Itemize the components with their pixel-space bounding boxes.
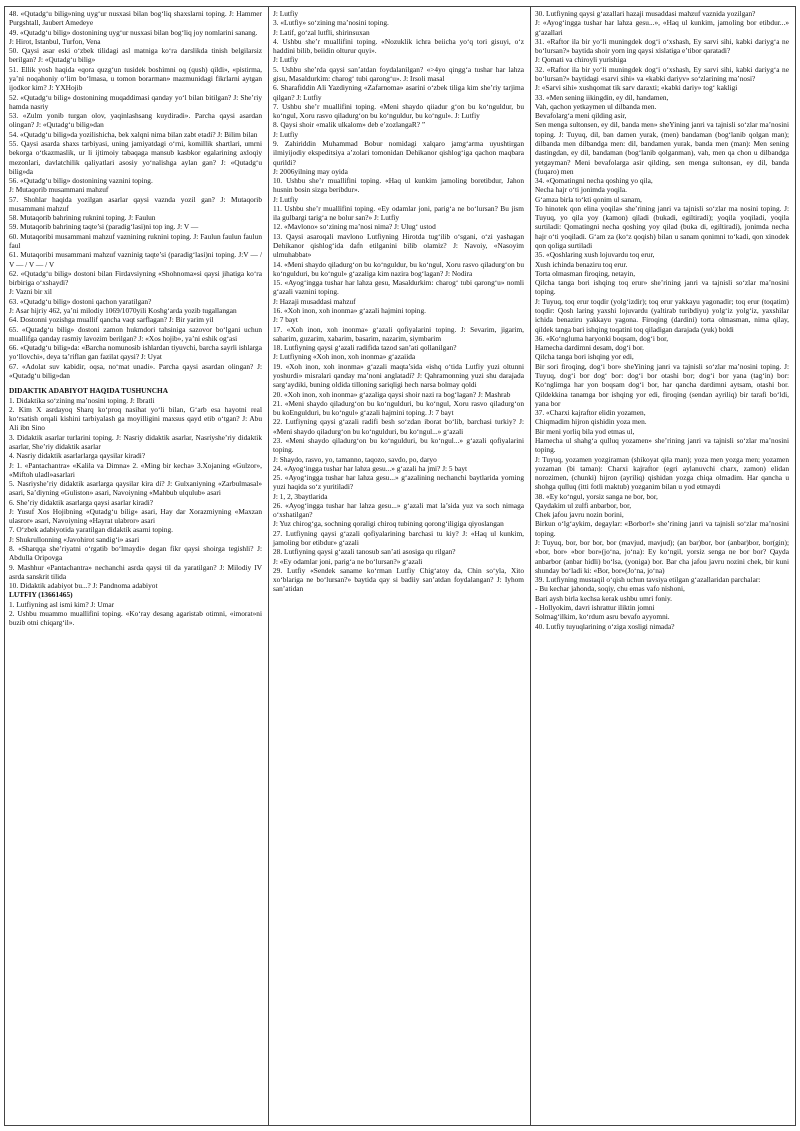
question-paragraph: J: Yuz chirog‘ga, sochning qoraligi chiroq tubining qorong‘iligiga qiyoslangan [273, 519, 504, 529]
question-paragraph: 5. Ushbu she’rda qaysi san’atdan foydalanilgan? «>4yo qingg‘a tushar har lahza gisu, Masaldurkim: charog‘ tubi qarong‘u». J: Irsoli masal [273, 64, 524, 83]
text-column-2 [268, 7, 530, 1125]
question-paragraph: J: Tuyuq, toq erur toqdir (yolg‘izdir); toq erur yakkayu yagonadir; toq erur (toqatim) toqdir: Qosh laring yaxshi lojuvardu (yaltirab turibdiyu) yolg‘iz yolg‘iz, yaxshilar ichida benaziru yakkayu yagona. Firoqing (dardini) torta olmasman, nima qilay, qildek tanga bari ishqing toqatini toq qiladigan darajada (yuk) boldi [535, 296, 789, 334]
question-paragraph: 5. Nasriyshe’riy didaktik asarlarga qaysilar kira di? J: Gulxaniyning «Zarbulmasal» asari, Sa’diyning «Guliston» asari, Navoiyning «Mahbub ulqulub» asari [9, 479, 262, 498]
question-paragraph: 34. «Qomatingni necha qoshing yo qila, [535, 176, 653, 186]
question-paragraph: J: Mutaqorib musammani mahzuf [9, 185, 109, 195]
question-paragraph: 62. «Qutadg‘u bilig» dostoni bilan Firdavsiyning «Shohnoma»si qaysi jihatiga ko‘ra birbiriga o‘xshaydi? [9, 268, 262, 288]
question-paragraph: - Hollyokim, davri ishrattur iliktin jomni [535, 603, 655, 612]
question-paragraph: 2. Ushbu muammo muallifini toping. «Ko‘ray desang agaristab otimni, «imorat»ni buzib otni chiqarg‘il». [9, 609, 262, 628]
question-paragraph: Chek jafou javru nozin borini, [535, 510, 624, 520]
question-paragraph: 23. «Meni shaydo qiladurg‘on bu ko‘ngulduri, bu ko‘ngul...» g‘azali qofiyalarini toping. [273, 435, 524, 455]
question-paragraph: Solmag‘ilkim, ko‘rdum asru bevafo ayyomni. [535, 612, 670, 622]
question-paragraph: Birkun o‘lg‘aykim, degaylar: «Borbor!» she’rining janri va tajnisli so‘zlar ma’nosini toping. [535, 519, 789, 538]
question-paragraph: J: 7 bayt [273, 315, 298, 325]
question-paragraph: 55. Qaysi asarda shaxs tarbiyasi, uning jamiyatdagi o‘rni, komillik shartlari, umrni bekorga o‘tkazmaslik, ur li ijtimoiy tabaqaga mansub kasbkor egalarining axloqiy mezonlari, davlatchilik qaliyatlari asosiy yo‘nalishga aylan gan? J: «Qutadg‘u bilig»da [9, 138, 262, 176]
question-paragraph: J: Yusuf Xos Hojibning «Qutadg‘u bilig» asari, Hay dar Xorazmiyning «Maxzan ulasror» asari, Navoiyning «Hayrat ulabror» asari [9, 506, 262, 526]
question-paragraph: 4. Ushbu she’r muallifini toping. «Nozuklik ichra beiicha yo‘q tori gisuyi, o‘z haddini bilib, beiidin olturur quyi». [273, 36, 524, 56]
question-paragraph: J: «Sarvi sihi» xushqomat tik sarv daraxti; «kabki dariy» tog‘ kakligi [535, 83, 738, 93]
question-paragraph: 59. Mutaqorib bahrining taqte’si (paradig‘lasi)ni top ing. J: V — [9, 222, 199, 232]
question-paragraph: 30. Lutfiyning qaysi g‘azallari hazaji musaddasi mahzuf vaznida yozilgan? [535, 9, 756, 18]
question-paragraph: 49. «Qutadg‘u bilig» dostonining uyg‘ur nusxasi bilan bog‘liq joy nomlarini sanang. [9, 27, 258, 37]
question-paragraph: 13. Qaysi asaroqali mavlono Lutfiyning Hirotda tug‘ilib o‘sgani, o‘zi yashagan Dehikanor qishlog‘ida dafn etilganini bilib olamiz? J: Navoiy, «Nasoyim ulmuhabbat» [273, 231, 524, 260]
question-paragraph: Qilcha tanga bori ishqing toq erur» she’rining janri va tajnisli so‘zlar ma’nosini toping. [535, 278, 789, 297]
question-paragraph: 16. «Xoh inon, xoh inonma» g‘azali hajmini toping. [273, 306, 426, 315]
question-paragraph: J: Hirot, Istanbul, Turfon, Vena [9, 36, 101, 46]
question-paragraph: Xush ichinda benaziru toq erur. [535, 259, 628, 269]
question-paragraph: Hamecha ul shahg‘a qulluq yozamen» she’rining janri va tajnisli so‘zlar ma’nosini toping. [535, 435, 789, 455]
question-paragraph: J: Lutfiy [273, 9, 299, 18]
question-paragraph: 50. Qaysi asar eski o‘zbek tilidagi asl matniga ko‘ra darslikda tinish belgilarsiz berilgan? J: «Qutadg‘u bilig» [9, 46, 262, 65]
section-heading: LUTFIY (13661465) [9, 590, 73, 600]
question-paragraph: J: Hazaji musaddasi mahzuf [273, 296, 356, 306]
question-paragraph: J: «Ey odamlar joni, parig‘a ne bo‘lursan?» g‘azali [273, 556, 423, 566]
question-paragraph: J: 1, 2, 3baytlarida [273, 491, 328, 501]
question-paragraph: 3. Didaktik asarlar turlarini toping. J: Nasriy didaktik asarlar, Nasriyshe’riy didaktik asarlar, She’riy didaktik asarlar [9, 432, 262, 451]
question-paragraph: J: Tuyuq, yozamen yozgiraman (shikoyat qila man); yoza men yozga men; yozamen yozaman (bi taman): Charxi kajraftor (egri aylanuvchi charx, zamon) elidan norozimen, (chunki) hijron (ayriliq) qishidan yozga chiqa olmadim. Har qancha u shohga qulluq (itti fotli maktub) yozganim bilan u yod etmaydi [535, 454, 789, 492]
question-paragraph: J: 2006yilning may oyida [273, 166, 348, 176]
question-paragraph: 27. Lutfiyning qaysi g‘azali qofiyalarining barchasi tu kiy? J: «Haq ul kunkim, jamoling bor etibdur» g‘azali [273, 528, 524, 548]
question-paragraph: 57. Shohlar haqida yozilgan asarlar qaysi vaznda yozil gan? J: Mutaqorib musammani mahzuf [9, 194, 262, 213]
question-paragraph: 40. Lutfiy tuyuqlarining o‘ziga xosligi nimada? [535, 621, 675, 631]
question-paragraph: J: Shukrullonning «Javohirot sandig‘i» asari [9, 534, 140, 544]
text-column-1 [5, 7, 268, 1125]
section-heading: DIDAKTIK ADABIYOT HAQIDA TUSHUNCHA [9, 386, 169, 396]
question-paragraph: J: Tuyuq, bor, bor bor, bor (mavjud, mavjud); (an bar)bor, bor (anbar)bor, bor(gin); «bor, bor» «bor bor»(jo‘na, jo‘na): Ey ko‘ngil, yorsiz senga ne bor bor? Qayda anbarbor (anbar hidli) bo‘lsa, (yoniga) bor. Bar cha jafou javru nozini chek, bir kuni shunday bo‘ladi ki: «Bor, bor»(Jo‘na, jo‘na) [535, 538, 789, 575]
question-paragraph: 66. «Qutadg‘u bilig»da: «Barcha nomunosib ishlardan tiyuvchi, barcha sayrli ishlarga yo‘llovchi», deya ta’riflan gan fazilat qaysi? J: Uyat [9, 343, 262, 362]
question-paragraph: J: Latif, go‘zal lutfli, shirinsuxan [273, 27, 370, 37]
question-paragraph: J: Qomati va chiroyli yurishiga [535, 55, 627, 65]
question-paragraph: 35. «Qoshlaring xush lojuvardu toq erur, [535, 250, 655, 260]
question-paragraph: To hinotek qon elina yoqila» she’rining janri va tajnisli so‘zlar ma nosini toping. J: Tuyuq, yo qila yoy (kamon) qiladi (bukadi, egiltiradi); yoqila yoqiladi, yoqila surtiladi: Qomatingni necha qoshing yoy qilad (buka di, egiltiradi), jonimda necha hajr o‘ti yoqiladi. G‘am za (ko‘z qoqish) bilan u sanam qonimni to‘kadi, qon xinodek qon qoliga surtiladi [535, 203, 789, 251]
question-paragraph: J: Shaydo, rasvo, yo, tamanno, taqozo, savdo, po, daryo [273, 454, 437, 464]
question-paragraph: 65. «Qutadg‘u bilig» dostoni zamon hukmdori tahsiniga sazovor bo‘lgani uchun muallifga qanday rasmiy lavozim berilgan? J: «Xos hojib», ya’ni eshik og‘asi [9, 324, 262, 343]
question-paragraph: 10. Didaktik adabiyot bu...? J: Pandnoma adabiyot [9, 581, 158, 591]
question-paragraph: 32. «Raftor ila bir yo‘li muningdek dog‘i o‘xshash, Ey sarvi sihi, kabki dariyg‘a ne bo‘lursan?» baytidagi «sarvi sihi» va «kabki dariyv» so‘zlarining ma’nosi? [535, 64, 789, 83]
question-paragraph: 8. «Sharqqa she’riyatni o‘rgatib bo‘lmaydi» degan fikr qaysi shoirga tegishli? J: Abdulla Oripovga [9, 544, 262, 563]
question-paragraph: 31. «Raftor ila bir yo‘li muningdek dog‘i o‘xshash, Ey sarvi sihi, kabki dariyg‘a ne bo‘lursan?» baytida shoir yorn ing qaysi xislatiga e’tibor qaratadi? [535, 36, 789, 56]
question-paragraph: 3. «Lutfiy» so‘zining ma’nosini toping. [273, 18, 389, 28]
question-paragraph: Qilcha tanga bori ishqing yor edi, [535, 352, 634, 362]
question-paragraph: 12. «Mavlono» so‘zining ma’nosi nima? J: Ulug‘ ustod [273, 222, 436, 232]
question-paragraph: 26. «Ayog‘ingga tushar har lahza gesu...» g‘azali mat la’sida yuz va soch nimaga o‘xshatilgan? [273, 500, 524, 520]
question-paragraph: Bir meni yorliq bila yod etmas ul, [535, 426, 635, 436]
question-paragraph: 6. Sharafiddin Ali Yazdiyning «Zafarnoma» asarini o‘zbek tiliga kim she’riy tarjima qilgan? J: Lutfiy [273, 83, 524, 102]
question-paragraph: 10. Ushbu she’r muallifini toping. «Haq ul kunkim jamoling boretibdur, Jahon husnin bosin sizga beribdur». [273, 176, 524, 195]
text-column-3 [530, 7, 795, 1125]
question-paragraph: 8. Qaysi shoir «malik ulkalom» deb e’zozlangaR? ” [273, 120, 426, 130]
question-paragraph: Bir sori firoqing, dog‘i bor» sheYining janri va tajnisli so‘zlar ma’nosini toping. J: Tuyuq, dog‘i bor dog‘ bor: dog‘i bor otashi bor; dog‘i bor yana (tag‘in) bor: Ko‘nglimga har yon boqsam dog‘i bor, har qancha dardimni aytsam, otashi bor. Qildekkina tanamga bor ishqing yor edi, firoqing (sendan ayriliq) bir tarafi bo‘ldi, yana bor [535, 361, 789, 408]
question-paragraph: 24. «Ayog‘ingga tushar har lahza gesu...» g‘azali ha jmi? J: 5 bayt [273, 463, 468, 473]
question-paragraph: 7. Ushbu she’r muallifini toping. «Meni shaydo qiiadur g‘on bu ko‘nguldur, bu ko‘ngul, Xoru rasvo qiladurg‘on bu ko‘nguldur, bu ko‘ngul». J: Lutfiy [273, 101, 524, 121]
question-paragraph: 25. «Ayog‘ingga tushar har lahza gesu...» g‘azalining nechanchi baytlarida yorning yuzi haqida so‘z yuritiladi? [273, 473, 524, 492]
question-paragraph: 48. «Qutadg‘u bilig»ning uyg‘ur nusxasi bilan bog‘liq shaxslarni toping. J: Hammer Purgshtall, Jaubert Amedeye [9, 9, 262, 28]
question-paragraph: J: Lutfiy [273, 194, 299, 204]
question-paragraph: 63. «Qutadg‘u bilig» dostoni qachon yaratilgan? [9, 296, 152, 306]
question-paragraph: 39. Lutfiyning mustaqil o‘qish uchun tavsiya etilgan g‘azallaridan parchalar: [535, 575, 761, 585]
document-page [4, 6, 796, 1126]
question-paragraph: Bevafolarg‘a meni qilding asir, [535, 111, 627, 121]
question-paragraph: J: Lutfiyning «Xoh inon, xoh inonma» g‘azaiida [273, 352, 416, 362]
question-paragraph: 1. Lutfiyning asl ismi kim? J: Umar [9, 599, 115, 609]
question-paragraph: J: Asar hijriy 462, ya’ni milodiy 1069/1070yili Koshg‘arda yozib tugallangan [9, 306, 237, 315]
question-paragraph: Necha hajr o‘ti jonimda yoqila. [535, 185, 627, 195]
question-paragraph: 38. «Ey ko‘ngul, yorsiz sanga ne bor, bor, [535, 491, 658, 501]
question-paragraph: 11. Ushbu she’r muallifini toping. «Ey odamlar joni, parig‘a ne bo‘lursan? Bu jism ila gulbargi tarig‘a ne bolur san?» J: Lutfiy [273, 203, 524, 223]
question-paragraph: 19. «Xoh inon, xoh inonma» g‘azali maqta’sida «ishq o‘tida Lutfiy yuzi oltunni yoshurdi» misralari qanday ma’noni anglatadi? J: Qahramonning yuzi shu darajada sarg‘aydiki, buning oldida tilloning sariqligi hech narsa bolmay qoldi [273, 361, 524, 390]
question-paragraph: 14. «Meni shaydo qiladurg‘on bu ko‘nguldur, bu ko‘ngul, Xoru rasvo qiladurg‘on bu ko‘ngulduri, bu ko‘ngul» g‘azaliga kim nazira bog‘lagan? J: Nodira [273, 259, 524, 278]
question-paragraph: Torta olmasman firoqing, netayin, [535, 268, 636, 278]
question-paragraph: 67. «Adolat suv kabidir, oqsa, no‘mat unadi». Parcha qaysi asardan olingan? J: «Qutadg‘u bilig»dan [9, 361, 262, 380]
question-paragraph: 2. Kim X asrdayoq Sharq ko‘proq nasihat yo‘li bilan, G‘arb esa hayotni real ko‘rsatish orqali kishini tarbiyalash ga moyilligini maxsus qayd etib o‘tgan? J: Abu Ali ibn Sino [9, 404, 262, 433]
question-paragraph: 54. «Qutadg‘u bilig»da yozilishicha, bek xalqni nima bilan zabt etadi? J: Bilim bilan [9, 129, 258, 139]
question-paragraph: 17. «Xoh inon, xoh inonma» g‘azali qofiyalarini toping. J: Sevarim, jigarim, saharim, guzarim, xabarim, basarim, nazarim, siymbarim [273, 324, 524, 343]
question-paragraph: Sen menga sultonsen, ey dil, banda men» sheYining janri va tajnisli so‘zlar ma’nosini toping. J: Tuyuq, dil, ban damen yurak, (men) bandaman (bog‘lanib qolgan man); dilbanda men dilbandga men: dil, bandamen yurak, banda men (man): Men sening dastingdan, ey dil, bandaman (bog‘lanib qolganman), vah, men qa chon u dilbandga yetgayman? Meni bevafolarga asir qilding, sen menga sultonsan, ey dil, banda (fuqaro) men [535, 120, 789, 176]
question-paragraph: J: «Ayog‘ingga tushar har lahza gesu...», «Haq ul kunkim, jamoling bor etibdur...» g‘azallari [535, 18, 789, 37]
question-paragraph: 21. «Meni shaydo qiladurg‘on bu ko‘ngulduri, bu ko‘ngul, Xoru rasvo qiladurg‘on bu koЕngulduri, bu ko‘ngul» g‘azali hajmini toping. J: 7 bayt [273, 398, 524, 418]
question-paragraph: 9. Mashhur «Pantachantra» nechanchi asrda qaysi til da yaratilgan? J: Milodiy IV asrda sanskrit tilida [9, 562, 262, 581]
question-paragraph: 60. Mutaqoribi musammani mahzuf vaznining ruknini toping. J: Faulun faulun faulun faul [9, 231, 262, 251]
question-paragraph: 53. «Zulm yonib turgan olov, yaqinlashsang kuydiradi». Parcha qaysi asardan olingan? J: «Qutadg‘u bilig»dan [9, 111, 262, 130]
question-paragraph: 52. «Qutadg‘u bilig» dostonining muqaddimasi qanday yo‘l bilan bitilgan? J: She’riy hamda nasriy [9, 92, 262, 111]
question-paragraph: 4. Nasriy didaktik asarlarlarga qaysilar kiradi? [9, 451, 146, 461]
question-paragraph: Hamecha dardimni desam, dog‘i bor. [535, 343, 644, 353]
question-paragraph: 7. O‘zbek adabiyotida yaratilgan didaktik asarni toping. [9, 525, 173, 535]
question-paragraph: Chiqmadim hijron qishidin yoza men. [535, 417, 647, 427]
question-paragraph: 56. «Qutadg‘u bilig» dostonining vaznini toping. [9, 176, 153, 186]
question-paragraph: 61. Mutaqoribi musammani mahzuf vazninig taqte’si (paradig‘lasi)ni toping. J:V — / V — / V — / V [9, 250, 262, 269]
question-paragraph: 29. Lutfiy «Sendek saname ko‘rman Lutfiy Chig‘atoy da, Chin so‘yla, Xito xo‘blariga ne bo‘lursan?» baytida qay si badiiy san’atdan foydalangan? J: Iyhom san’atidan [273, 565, 524, 594]
question-paragraph: 18. Lutfiyning qaysi g‘azali radifida tazod san’ati qollanilgan? [273, 343, 457, 353]
question-paragraph: 36. «Ko‘ngluma haryonki boqsam, dog‘i bor, [535, 333, 669, 343]
question-paragraph: Bari aysh birla kechsa kerak ushbu umri foniy. [535, 593, 672, 603]
question-paragraph: 9. Zahiriddin Muhammad Bobur nomidagi xalqaro jamg‘arma uyushtirgan ilmiyijodiy ekspeditsiya a’zolari tomonidan Dehikanor qishlog‘iga qachon maqbara qurildi? [273, 138, 524, 167]
question-paragraph: J: Lutfiy [273, 129, 299, 139]
question-paragraph: 28. Lutfiyning qaysi g‘azali tanosub san’ati asosiga qu rilgan? [273, 547, 456, 557]
question-paragraph: J: Vazni bir xil [9, 287, 52, 297]
question-paragraph: 64. Dostonni yozishga muallif qancha vaqt sarflagan? J: Bir yarim yil [9, 315, 214, 325]
question-paragraph: G‘amza birla to‘kti qonim ul sanam, [535, 194, 642, 204]
question-paragraph: 15. «Ayog‘ingga tushar har lahza gesu, Masaldurkim: charog‘ tubi qarong‘u» nomli g‘azali vaznini toping. [273, 278, 524, 297]
question-paragraph: J: Lutfiy [273, 55, 299, 65]
question-paragraph: J: 1. «Pantachantra» «Kalila va Dimna» 2. «Ming bir kecha» 3.Xojaning «Gulzor», «Miftoh uladl»asarlari [9, 460, 262, 479]
question-paragraph: 22. Lutfiyning qaysi g‘azali radifi besh so‘zdan iborat bo‘lib, barchasi turkiy? J: «Meni shaydo qiladurg‘on bu ko‘ngulduri, bu ko‘ngul...» g‘azali [273, 417, 524, 436]
question-paragraph: Qaydakim ul zulfi anbarbor, bor, [535, 500, 632, 510]
question-paragraph: 51. Ellik yosh haqida «qora quzg‘un tusidek boshimni oq (qush) qildi», «pistirma, ya’ni noqahoniy o‘lim bo‘lmasa, u tomon borarman» mazmunidagi fikrlarni aytgan ijodkor kim? J: YXHojib [9, 64, 262, 93]
question-paragraph: - Bu kechar jahonda, soqiy, chu emas vafo nishoni, [535, 584, 685, 594]
question-paragraph: Vah, qachon yetkaymen ul dilbanda men. [535, 101, 657, 111]
question-paragraph: 37. «Charxi kajraftor elidin yozamen, [535, 408, 646, 418]
question-paragraph: 20. «Xoh inon, xoh inonma» g‘azaliga qaysi shoir nazi ra bog‘lagan? J: Mashrab [273, 389, 511, 399]
question-paragraph: 1. Didaktika so‘zining ma’nosini toping. J: Ibratli [9, 395, 155, 405]
question-paragraph: 6. She’riy didaktik asarlarga qaysi asarlar kiradi? [9, 497, 154, 507]
question-paragraph: 58. Mutaqorib bahrining ruknini toping. J: Faulun [9, 213, 156, 223]
question-paragraph: 33. «Men sening iikingdin, ey dil, handamen, [535, 92, 669, 102]
